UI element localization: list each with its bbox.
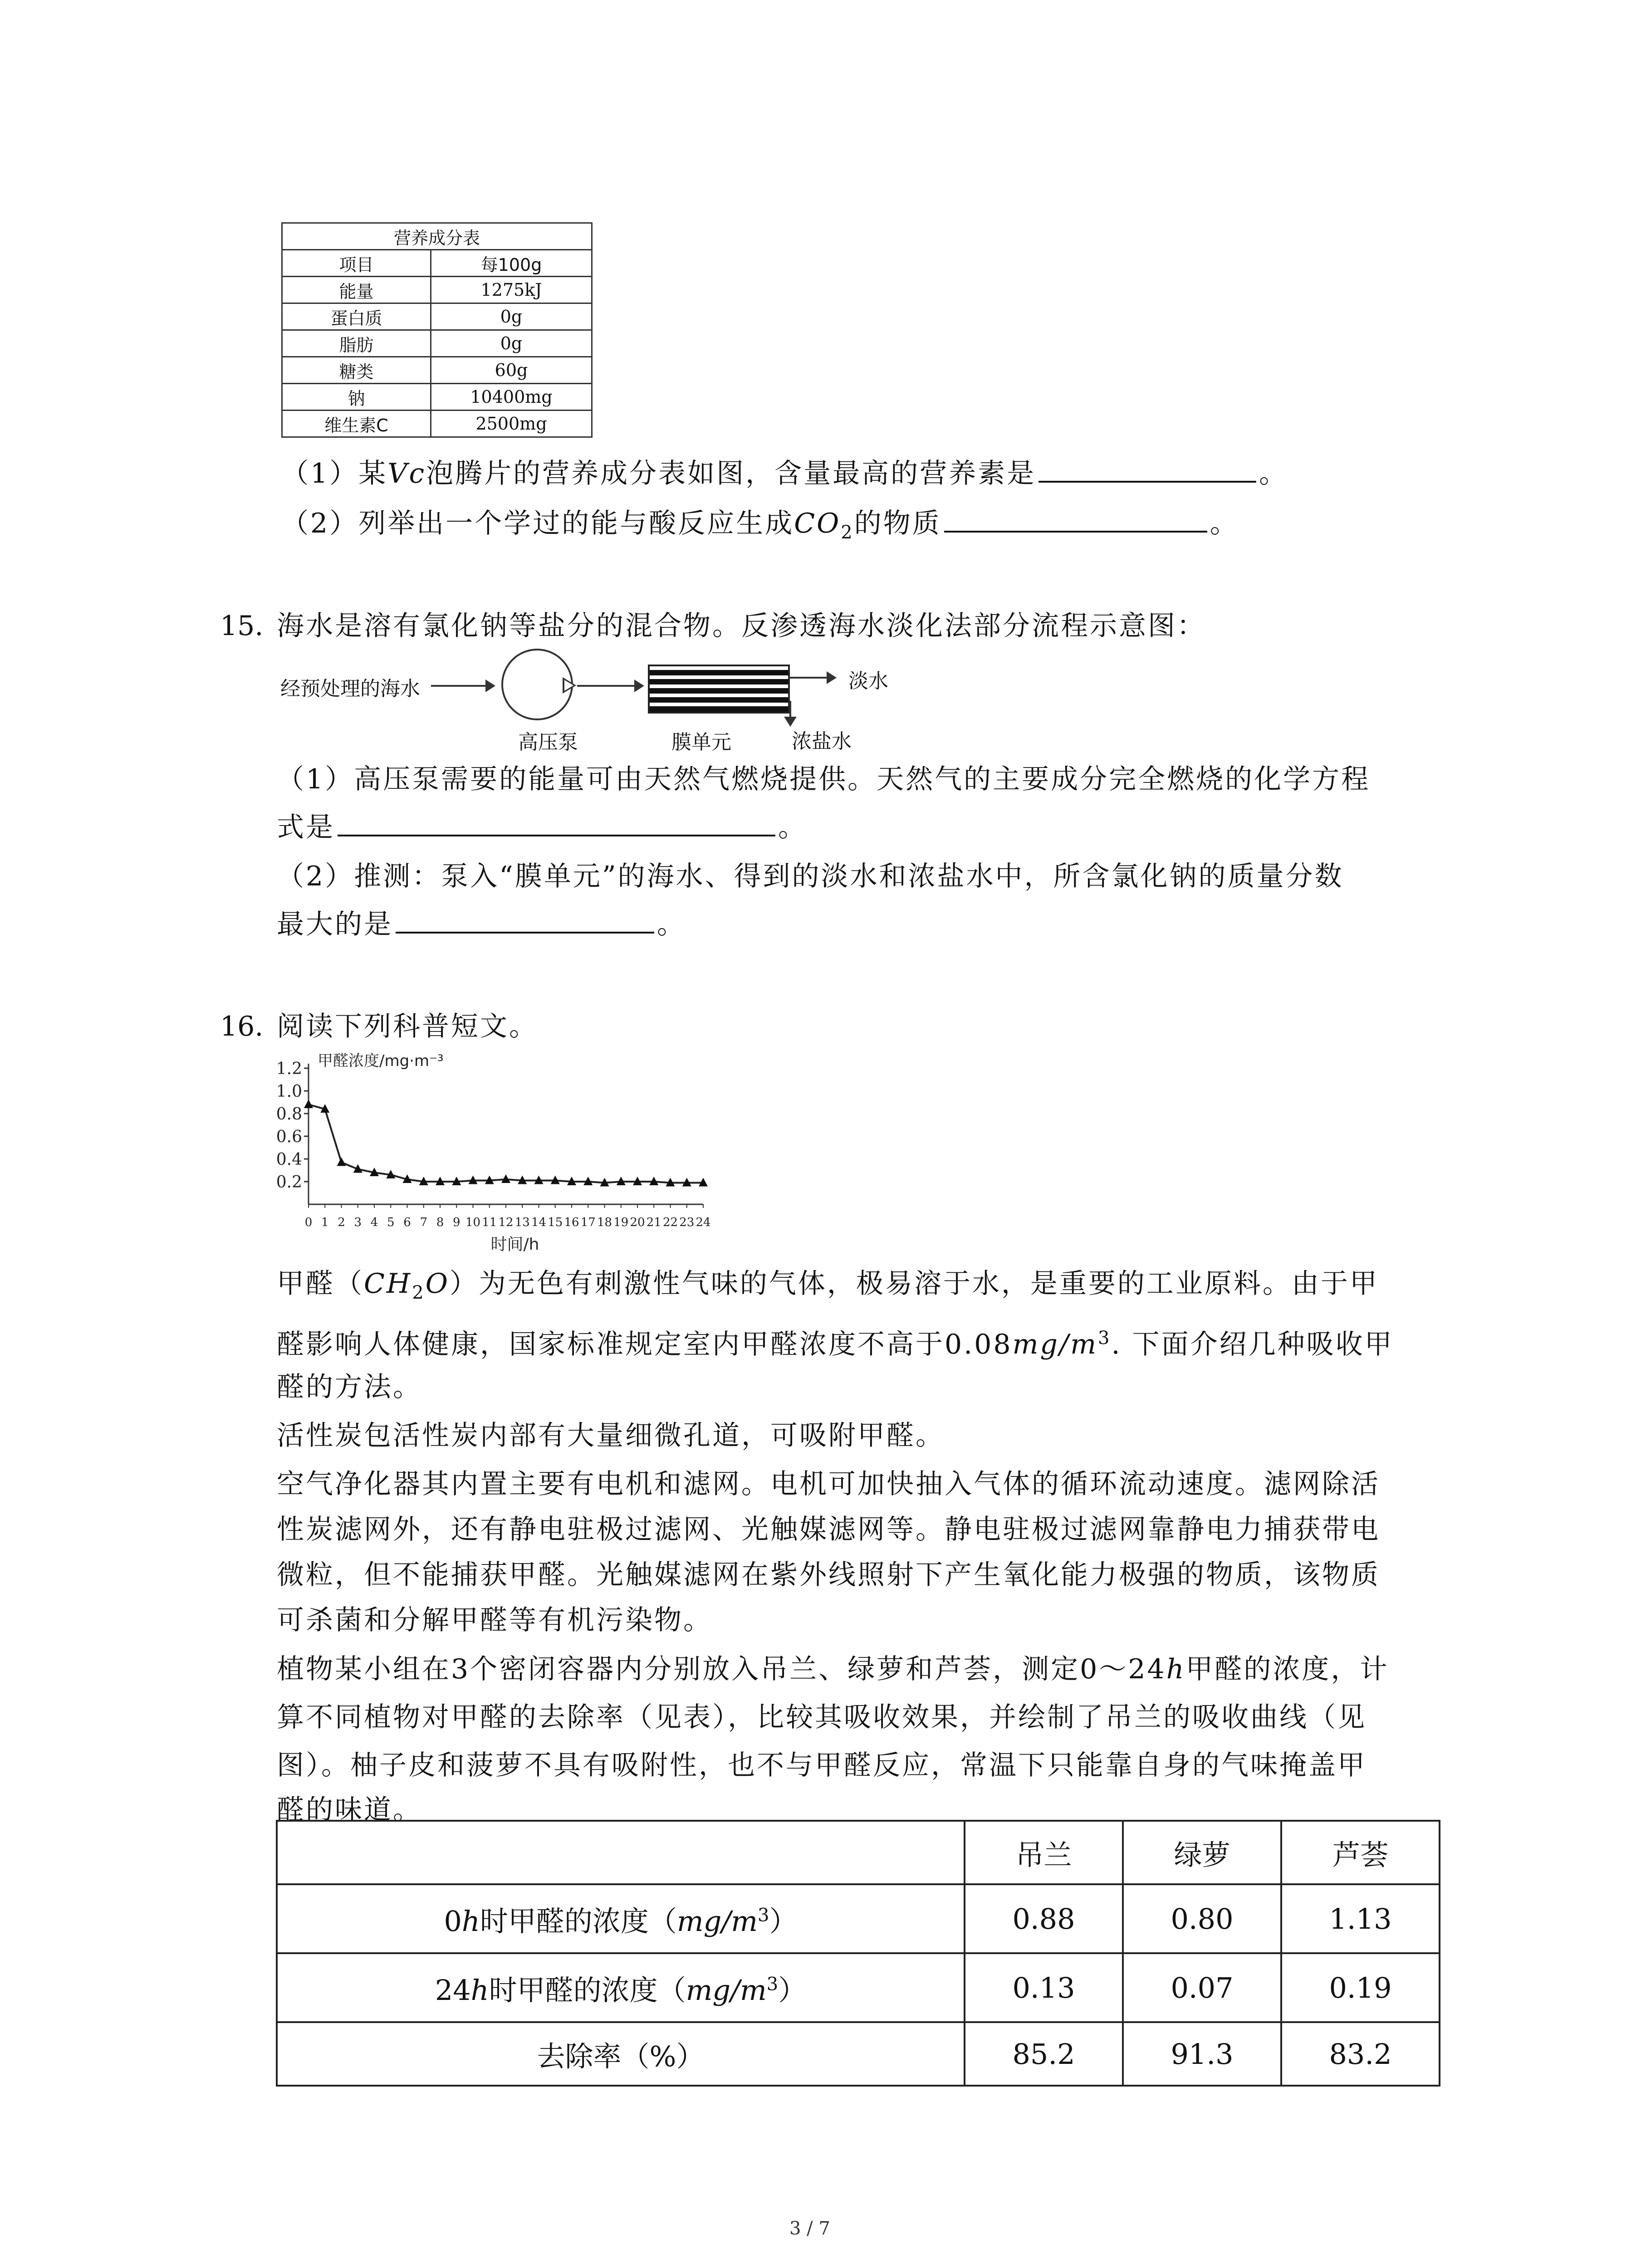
series-line xyxy=(309,1105,703,1183)
q16-para4: 活性炭包活性炭内部有大量细微孔道，可吸附甲醛。 xyxy=(277,1420,945,1452)
arrow-head-icon xyxy=(827,671,837,684)
x-tick-label: 22 xyxy=(662,1216,678,1229)
x-tick-label: 5 xyxy=(387,1216,395,1229)
q15-part1-line1: （1）高压泵需要的能量可由天然气燃烧提供。天然气的主要成分完全燃烧的化学方程 xyxy=(277,763,1371,795)
nutrition-header-per: 每100g xyxy=(431,250,592,277)
x-tick-label: 1 xyxy=(321,1216,329,1229)
nutrition-row-name: 脂肪 xyxy=(282,330,431,357)
x-axis-title: 时间/h xyxy=(490,1235,539,1254)
x-tick-label: 24 xyxy=(696,1216,711,1229)
x-tick-label: 17 xyxy=(580,1216,596,1229)
x-tick-label: 2 xyxy=(338,1216,345,1229)
nutrition-row-name: 钠 xyxy=(282,384,431,411)
table-cell: 0.88 xyxy=(965,1884,1123,1953)
y-tick-label: 0.6 xyxy=(276,1128,302,1146)
x-tick-label: 19 xyxy=(613,1216,629,1229)
nutrition-row-name: 蛋白质 xyxy=(282,303,431,330)
table-row-label: 去除率（%） xyxy=(277,2022,965,2086)
formaldehyde-removal-table xyxy=(276,1820,1440,2087)
q16-para6-line: 植物某小组在3个密闭容器内分别放入吊兰、绿萝和芦荟，测定0～24h甲醛的浓度，计 xyxy=(277,1653,1389,1685)
y-tick-label: 1.2 xyxy=(276,1060,302,1078)
table-header-plant: 吊兰 xyxy=(965,1821,1123,1884)
q15-part2-line1: （2）推测：泵入“膜单元”的海水、得到的淡水和浓盐水中，所含氯化钠的质量分数 xyxy=(277,860,1344,892)
x-tick-label: 12 xyxy=(498,1216,514,1229)
data-point xyxy=(304,1100,313,1108)
x-tick-label: 15 xyxy=(548,1216,563,1229)
table-header-blank xyxy=(277,1821,965,1884)
nutrition-row-value: 1275kJ xyxy=(431,277,592,303)
table-header-plant: 绿萝 xyxy=(1123,1821,1281,1884)
y-axis-title: 甲醛浓度/mg·m⁻³ xyxy=(318,1052,444,1070)
q16-para5-line: 可杀菌和分解甲醛等有机污染物。 xyxy=(277,1604,712,1636)
q16-para1: 甲醛$(CH_2O)$为无色有刺激性气味的气体，极易溶于水，是重要的工业原料。由于甲 xyxy=(277,1268,1379,1303)
x-tick-label: 0 xyxy=(304,1216,313,1229)
answer-blank[interactable] xyxy=(944,499,1207,533)
q16-para2: 醛影响人体健康，国家标准规定室内甲醛浓度不高于$0.08mg/m^3$. 下面介绍几种吸收甲 xyxy=(277,1328,1394,1360)
flow-arrow xyxy=(577,685,636,687)
y-tick-label: 0.8 xyxy=(276,1105,302,1124)
y-tick-label: 0.2 xyxy=(276,1173,302,1192)
x-tick-label: 10 xyxy=(465,1216,481,1229)
answer-blank[interactable] xyxy=(1038,449,1256,483)
q16-para5-line: 性炭滤网外，还有静电驻极过滤网、光触媒滤网等。静电驻极过滤网靠静电力捕获带电 xyxy=(277,1514,1380,1545)
flow-arrow xyxy=(788,677,829,679)
q16-para5-line: 微粒，但不能捕获甲醛。光触媒滤网在紫外线照射下产生氧化能力极强的物质，该物质 xyxy=(277,1559,1380,1591)
table-cell: 0.80 xyxy=(1123,1884,1281,1953)
q15-part2-line2: 最大的是 。 xyxy=(277,900,686,947)
table-row-label: 24h时甲醛的浓度$(mg/m^3)$ xyxy=(277,1953,965,2022)
x-tick-label: 18 xyxy=(597,1216,612,1229)
pump-label: 高压泵 xyxy=(518,731,578,754)
table-cell: 91.3 xyxy=(1123,2022,1281,2086)
q16-para3: 醛的方法。 xyxy=(277,1371,422,1403)
x-tick-label: 23 xyxy=(679,1216,695,1229)
q16-para6-line: 图）。柚子皮和菠萝不具有吸附性，也不与甲醛反应，常温下只能靠自身的气味掩盖甲 xyxy=(277,1750,1367,1781)
q14-part1: （1）某Vc泡腾片的营养成分表如图，含量最高的营养素是 。 xyxy=(281,449,1288,496)
x-tick-label: 9 xyxy=(452,1216,460,1229)
membrane-label: 膜单元 xyxy=(671,731,731,754)
table-cell: 1.13 xyxy=(1281,1884,1440,1953)
q15-stem: 海水是溶有氯化钠等盐分的混合物。反渗透海水淡化法部分流程示意图： xyxy=(277,610,1206,642)
brine-label: 浓盐水 xyxy=(792,730,852,753)
data-point xyxy=(337,1158,346,1166)
table-cell: 0.19 xyxy=(1281,1953,1440,2022)
table-cell: 0.07 xyxy=(1123,1953,1281,2022)
question-number: 16. xyxy=(220,1011,264,1042)
page-number: 3 / 7 xyxy=(789,2218,830,2239)
table-cell: 83.2 xyxy=(1281,2022,1440,2086)
arrow-head-icon xyxy=(485,679,495,692)
answer-blank[interactable] xyxy=(396,900,654,934)
flow-arrow xyxy=(789,701,791,718)
q16-para5-line: 空气净化器其内置主要有电机和滤网。电机可加快抽入气体的循环流动速度。滤网除活 xyxy=(277,1468,1380,1500)
q16-stem: 阅读下列科普短文。 xyxy=(277,1011,538,1042)
answer-blank[interactable] xyxy=(338,803,775,836)
x-tick-label: 4 xyxy=(370,1216,378,1229)
nutrition-table xyxy=(281,222,593,438)
nutrition-header-item: 项目 xyxy=(282,250,431,277)
x-tick-label: 14 xyxy=(531,1216,547,1229)
q14-part2: （2）列举出一个学过的能与酸反应生成$CO_2$的物质 。 xyxy=(281,499,1239,555)
nutrition-row-name: 能量 xyxy=(282,277,431,303)
fresh-water-label: 淡水 xyxy=(848,670,888,693)
x-tick-label: 3 xyxy=(354,1216,362,1229)
diagram-input-label: 经预处理的海水 xyxy=(280,677,420,700)
x-tick-label: 7 xyxy=(420,1216,428,1229)
arrow-head-icon xyxy=(634,679,644,692)
nutrition-row-value: 0g xyxy=(431,303,592,330)
membrane-unit-icon xyxy=(648,665,790,714)
nutrition-row-value: 2500mg xyxy=(431,411,592,437)
x-tick-label: 21 xyxy=(646,1216,661,1229)
x-tick-label: 11 xyxy=(482,1216,497,1229)
flow-arrow xyxy=(431,685,490,687)
x-tick-label: 6 xyxy=(403,1216,411,1229)
formaldehyde-chart xyxy=(272,1048,726,1266)
nutrition-table-title: 营养成分表 xyxy=(282,223,592,250)
nutrition-row-value: 0g xyxy=(431,330,592,357)
q16-para6-line: 算不同植物对甲醛的去除率（见表），比较其吸收效果，并绘制了吊兰的吸收曲线（见 xyxy=(277,1701,1367,1733)
x-tick-label: 20 xyxy=(630,1216,645,1229)
nutrition-row-value: 60g xyxy=(431,357,592,384)
table-cell: 85.2 xyxy=(965,2022,1123,2086)
nutrition-row-name: 维生素C xyxy=(282,411,431,437)
q16-para6-line: 醛的味道。 xyxy=(277,1794,422,1826)
x-tick-label: 16 xyxy=(564,1216,579,1229)
y-tick-label: 1.0 xyxy=(276,1082,302,1101)
table-cell: 0.13 xyxy=(965,1953,1123,2022)
table-row-label: 0h时甲醛的浓度$(mg/m^3)$ xyxy=(277,1884,965,1953)
x-tick-label: 13 xyxy=(514,1216,530,1229)
x-tick-label: 8 xyxy=(436,1216,444,1229)
y-tick-label: 0.4 xyxy=(276,1150,302,1169)
nutrition-row-value: 10400mg xyxy=(431,384,592,411)
question-number: 15. xyxy=(220,610,264,642)
table-header-plant: 芦荟 xyxy=(1281,1821,1440,1884)
nutrition-row-name: 糖类 xyxy=(282,357,431,384)
q15-part1-line2: 式是 。 xyxy=(277,803,807,850)
